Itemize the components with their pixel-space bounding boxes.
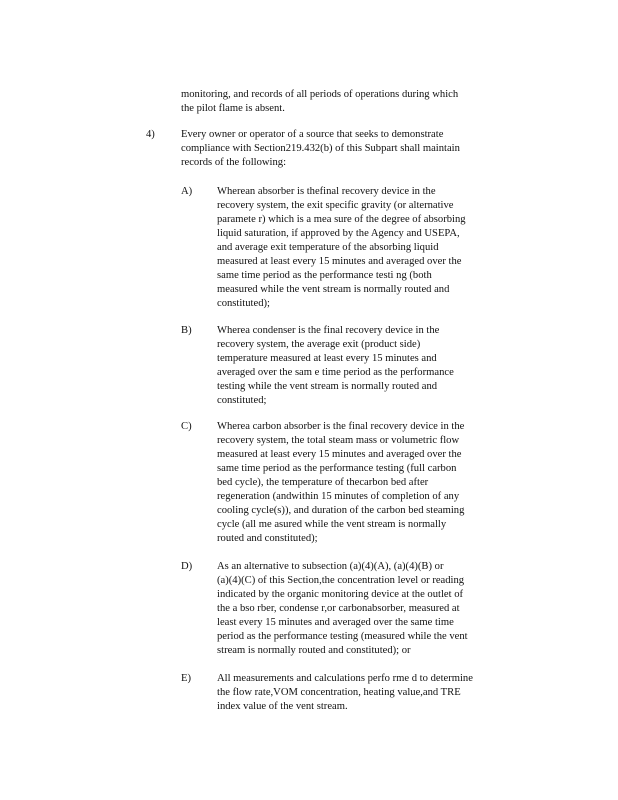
subitem-number-d: D) bbox=[181, 561, 193, 572]
subitem-number-a: A) bbox=[181, 186, 193, 197]
text-line: temperature measured at least every 15 minutes and bbox=[217, 353, 437, 364]
text-line: averaged over the sam e time period as the performance bbox=[217, 367, 454, 378]
text-line: measured while the vent stream is normally routed and bbox=[217, 284, 450, 295]
text-line: monitoring, and records of all periods of operations during which bbox=[181, 89, 459, 100]
text-line: the a bso rber, condense r,or carbonabsorber, measured at bbox=[217, 603, 460, 614]
subitem-c-paragraph bbox=[217, 420, 464, 546]
text-line: As an alternative to subsection (a)(4)(A), (a)(4)(B) or bbox=[217, 561, 444, 572]
continuation-paragraph bbox=[181, 88, 458, 116]
text-line: index value of the vent stream. bbox=[217, 701, 348, 712]
text-line: indicated by the organic monitoring device at the outlet of bbox=[217, 589, 464, 600]
subitem-b-paragraph bbox=[217, 324, 454, 408]
text-line: the pilot flame is absent. bbox=[181, 103, 285, 114]
subitem-number-e: E) bbox=[181, 673, 191, 684]
text-line: testing while the vent stream is normally routed and bbox=[217, 381, 438, 392]
text-line: constituted; bbox=[217, 395, 267, 406]
text-line: liquid saturation, if approved by the Agency and USEPA, bbox=[217, 228, 460, 239]
text-line: compliance with Section219.432(b) of this Subpart shall maintain bbox=[181, 143, 460, 154]
text-line: Wherea carbon absorber is the final recovery device in the bbox=[217, 421, 465, 432]
subitem-d-paragraph bbox=[217, 560, 468, 658]
text-line: records of the following: bbox=[181, 157, 287, 168]
text-line: recovery system, the exit specific gravity (or alternative bbox=[217, 200, 454, 211]
text-line: stream is normally routed and constituted); or bbox=[217, 645, 411, 656]
subitem-a-paragraph bbox=[217, 185, 466, 311]
text-line: the flow rate,VOM concentration, heating value,and TRE bbox=[217, 687, 461, 698]
text-line: same time period as the performance testi ng (both bbox=[217, 270, 432, 281]
subitem-e-paragraph bbox=[217, 672, 473, 714]
item-number-4: 4) bbox=[146, 129, 155, 140]
text-line: recovery system, the total steam mass or volumetric flow bbox=[217, 435, 460, 446]
subitem-number-c: C) bbox=[181, 421, 192, 432]
text-line: period as the performance testing (measured while the vent bbox=[217, 631, 468, 642]
text-line: cooling cycle(s)), and duration of the carbon bed steaming bbox=[217, 505, 465, 516]
text-line: bed cycle), the temperature of thecarbon bed after bbox=[217, 477, 429, 488]
text-line: routed and constituted); bbox=[217, 533, 318, 544]
text-line: Every owner or operator of a source that seeks to demonstrate bbox=[181, 129, 444, 140]
text-line: constituted); bbox=[217, 298, 270, 309]
text-line: same time period as the performance testing (full carbon bbox=[217, 463, 457, 474]
text-line: paramete r) which is a mea sure of the degree of absorbing bbox=[217, 214, 466, 225]
subitem-number-b: B) bbox=[181, 325, 192, 336]
text-line: and average exit temperature of the absorbing liquid bbox=[217, 242, 439, 253]
item-4-paragraph bbox=[181, 128, 460, 170]
text-line: Wherea condenser is the final recovery device in the bbox=[217, 325, 440, 336]
text-line: recovery system, the average exit (product side) bbox=[217, 339, 421, 350]
text-line: regeneration (andwithin 15 minutes of completion of any bbox=[217, 491, 460, 502]
text-line: All measurements and calculations perfo rme d to determine bbox=[217, 673, 473, 684]
text-line: cycle (all me asured while the vent stream is normally bbox=[217, 519, 447, 530]
text-line: measured at least every 15 minutes and averaged over the bbox=[217, 256, 462, 267]
text-line: least every 15 minutes and averaged over the same time bbox=[217, 617, 454, 628]
text-line: measured at least every 15 minutes and averaged over the bbox=[217, 449, 462, 460]
text-line: Wherean absorber is thefinal recovery device in the bbox=[217, 186, 436, 197]
text-line: (a)(4)(C) of this Section,the concentration level or reading bbox=[217, 575, 465, 586]
